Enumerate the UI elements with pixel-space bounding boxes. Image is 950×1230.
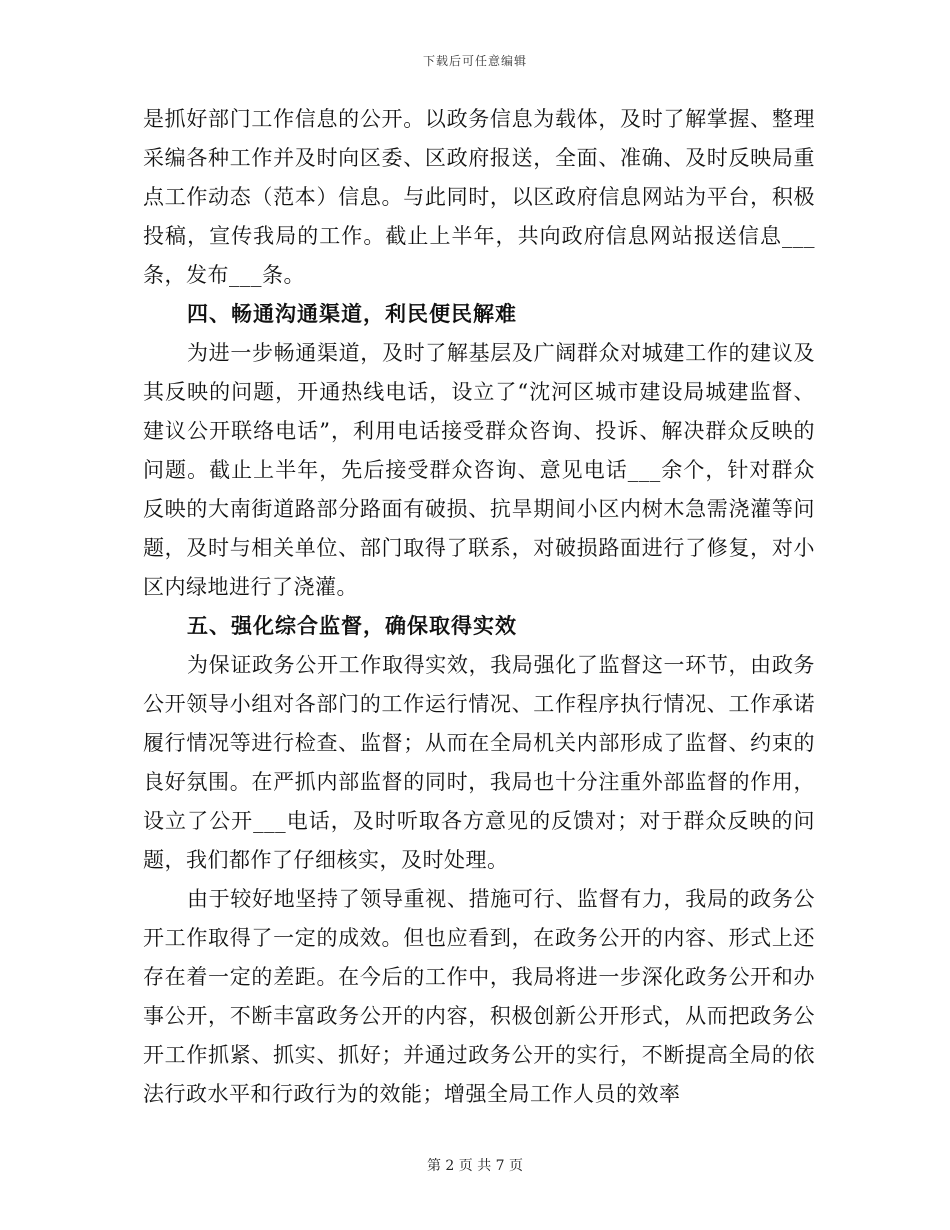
section-heading-5: 五、强化综合监督，确保取得实效 [187,614,517,638]
page-header: 下载后可任意编辑 [422,54,527,68]
paragraph-conclusion: 由于较好地坚持了领导重视、措施可行、监督有力，我局的政务公开工作取得了一定的成效。但也应看到，在政务公开的内容、形式上还存在着一定的差距。在今后的工作中，我局将进一步深化政务公开和办事公开，不断丰富政务公开的内容，积极创新公开形式，从而把政务公开工作抓紧、抓实、抓好；并通过政务公开的实行，不断提高全局的依法行政水平和行政行为的效能；增强全局工作人员的效率 [143,887,815,1106]
document-body [143,100,815,1114]
paragraph-info-disclosure: 是抓好部门工作信息的公开。以政务信息为载体，及时了解掌握、整理采编各种工作并及时向区委、区政府报送，全面、准确、及时反映局重点工作动态（范本）信息。与此同时，以区政府信息网站为平台，积极投稿，宣传我局的工作。截止上半年，共向政府信息网站报送信息___条，发布___条。 [143,107,815,287]
page-number: 第 2 页 共 7 页 [426,1158,524,1174]
paragraph-communication-channels: 为进一步畅通渠道，及时了解基层及广阔群众对城建工作的建议及其反映的问题，开通热线电话，设立了“沈河区城市建设局城建监督、建议公开联络电话”，利用电话接受群众咨询、投诉、解决群众反映的问题。截止上半年，先后接受群众咨询、意见电话___余个，针对群众反映的大南街道路部分路面有破损、抗旱期间小区内树木急需浇灌等问题，及时与相关单位、部门取得了联系，对破损路面进行了修复，对小区内绿地进行了浇灌。 [143,341,815,599]
paragraph-supervision: 为保证政务公开工作取得实效，我局强化了监督这一环节，由政务公开领导小组对各部门的工作运行情况、工作程序执行情况、工作承诺履行情况等进行检查、监督；从而在全局机关内部形成了监督、约束的良好氛围。在严抓内部监督的同时，我局也十分注重外部监督的作用，设立了公开___电话，及时听取各方意见的反馈对；对于群众反映的问题，我们都作了仔细核实，及时处理。 [143,653,815,872]
section-heading-4: 四、畅通沟通渠道，利民便民解难 [187,302,517,326]
